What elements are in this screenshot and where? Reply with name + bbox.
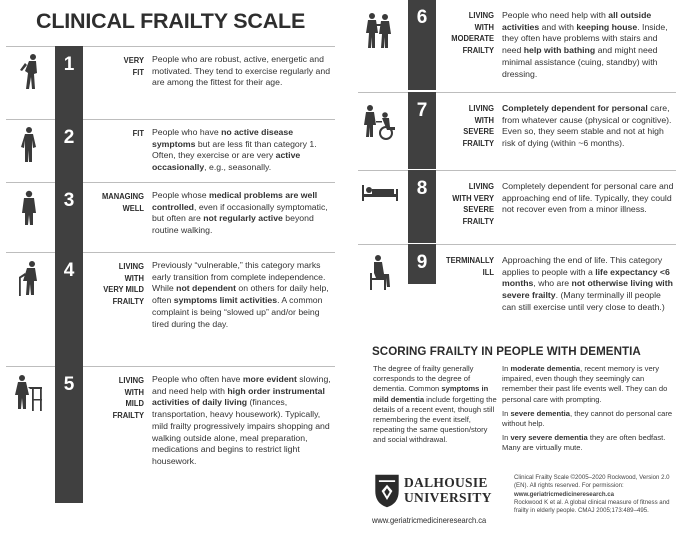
level-label	[91, 128, 144, 140]
level-row-5	[6, 366, 335, 504]
level-number-box	[408, 0, 436, 90]
page-title: CLINICAL FRAILTY SCALE	[36, 9, 306, 33]
level-label-line: LIVING	[468, 103, 494, 113]
desc-text: on others for daily help, often	[152, 283, 329, 306]
desc-text: (finances, transportation, heavy housework). Typically, mild frailty progressively impairs shopping and walking outside alone, meal preparation, medications and begins to restrict light housework.	[152, 397, 330, 466]
desc-text: they are often bedfast. Many are virtually mute.	[502, 433, 666, 453]
desc-text: . Inside, they often have problems with stairs and need	[502, 21, 668, 56]
level-row-6	[358, 0, 676, 90]
copyright-line	[514, 474, 680, 499]
level-label-line: FRAILTY	[462, 215, 494, 226]
level-description	[152, 374, 332, 468]
dementia-para-severe	[502, 409, 677, 429]
level-description	[152, 260, 332, 330]
level-number-box	[408, 92, 436, 169]
desc-text-bold: Completely dependent for personal	[502, 103, 648, 113]
level-number: 2	[63, 127, 75, 148]
level-label-line: MILD	[125, 398, 144, 408]
desc-text: People who often have	[152, 374, 243, 384]
level-label-line: LIVING	[468, 10, 494, 20]
desc-text: Rockwood K et al. A global clinical measure of fitness and frailty in elderly people. CMAJ 2005;173:489–495.	[514, 498, 670, 515]
desc-text-bold: life expectancy <6 months	[502, 266, 670, 289]
level-label	[91, 191, 144, 214]
level-description	[152, 54, 332, 89]
desc-text: include forgetting the details of a recent event, though still remembering the event itself, repeating the same question/story and social withdrawal.	[373, 394, 497, 445]
dementia-section-title: SCORING FRAILTY IN PEOPLE WITH DEMENTIA	[372, 345, 641, 358]
level-label	[445, 10, 494, 56]
dementia-para-very-severe	[502, 433, 677, 453]
level-number: 3	[63, 190, 75, 211]
desc-text: slowing, and need help with	[152, 374, 331, 396]
copyright-notice	[514, 474, 680, 515]
level-row-1	[6, 46, 335, 119]
level-label	[445, 181, 494, 227]
desc-text-bold: medical problems are well controlled	[152, 190, 318, 212]
level-label-line: FRAILTY	[112, 295, 144, 306]
desc-text: , even if occasionally symptomatic, but often are	[152, 201, 328, 224]
citation-line	[514, 499, 680, 516]
desc-text-bold: not dependent	[176, 283, 236, 294]
walker-figure-icon	[6, 373, 52, 413]
desc-text: In	[502, 408, 511, 418]
level-row-2	[6, 119, 335, 182]
desc-text: . A common complaint is being “slowed up” and/or being tired during the day.	[152, 295, 323, 329]
level-label-line: WITH	[474, 21, 494, 32]
desc-text: care, from whatever cause (physical or cognitive). Even so, they seem stable and not at high risk of dying (within ~6 months).	[502, 103, 672, 149]
desc-text-bold: help with bathing	[523, 45, 596, 56]
desc-text: People who need help with	[502, 10, 609, 20]
level-row-3	[6, 182, 335, 252]
desc-text: , recent memory is very impaired, even though they seemingly can remember their past life events well. They can do personal care with prompting.	[502, 364, 668, 404]
desc-text-bold: symptoms in mild dementia	[373, 384, 489, 404]
managing-well-figure-icon	[6, 189, 52, 229]
desc-text: People whose	[152, 190, 209, 200]
level-label-line: FRAILTY	[462, 44, 494, 55]
level-number-box	[55, 46, 83, 120]
logo-line-1: DALHOUSIE	[404, 475, 488, 490]
level-label	[91, 55, 144, 78]
level-label	[445, 103, 494, 149]
desc-text: People who are robust, active, energetic and motivated. They tend to exercise regularly and are among the fittest for their age.	[152, 54, 331, 88]
desc-text: Previously “vulnerable,” this category marks early transition from complete independence. While	[152, 260, 326, 294]
level-description	[502, 181, 676, 216]
desc-text-bold: moderate dementia	[510, 364, 581, 373]
very-fit-figure-icon	[6, 53, 52, 93]
desc-text-bold: severe dementia	[510, 408, 570, 418]
desc-text: but are less fit than category 1. Often, they exercise or are very	[152, 138, 317, 161]
desc-text: Completely dependent for personal care and approaching end of life. Typically, they could not recover even from a minor illness.	[502, 181, 674, 215]
desc-text-bold: no active disease symptoms	[152, 127, 294, 149]
level-label-line: VERY MILD	[103, 284, 144, 294]
level-row-4	[6, 252, 335, 366]
level-label-line: SEVERE	[463, 204, 494, 214]
level-label-line: TERMINALLY	[445, 255, 494, 265]
level-label-line: LIVING	[118, 375, 144, 385]
level-label-line: MANAGING	[101, 191, 144, 201]
desc-text-bold: active occasionally	[152, 150, 301, 173]
website-link[interactable]: www.geriatricmedicineresearch.ca	[372, 516, 487, 525]
desc-text-bold: not regularly active	[203, 213, 283, 224]
wheelchair-figure-icon	[358, 103, 404, 143]
level-label-line: MODERATE	[451, 33, 494, 43]
level-label	[445, 255, 494, 278]
level-label-line: FRAILTY	[112, 409, 144, 420]
level-label-line: SEVERE	[463, 126, 494, 136]
level-label-line: WITH VERY	[452, 192, 494, 203]
desc-text-bold: more evident	[242, 374, 297, 384]
desc-text: beyond routine walking.	[152, 213, 314, 236]
desc-text: , who are	[533, 278, 572, 289]
desc-text: In	[502, 433, 511, 443]
level-number: 6	[416, 7, 428, 28]
level-number: 8	[416, 178, 428, 199]
desc-text-bold: symptoms limit activities	[173, 295, 278, 306]
level-number: 1	[63, 54, 75, 75]
fit-figure-icon	[6, 126, 52, 166]
assisted-walking-figure-icon	[358, 12, 404, 52]
desc-text: People who have	[152, 127, 222, 137]
level-row-7	[358, 92, 676, 168]
level-label-line: FRAILTY	[462, 137, 494, 148]
desc-text-bold: not otherwise living with severe frailty	[502, 278, 673, 301]
level-number-box	[55, 119, 83, 183]
desc-text-bold: high order instrumental activities of daily living	[152, 385, 325, 408]
desc-text: and might need minimal assistance (cuing, standby) with dressing.	[502, 45, 658, 79]
logo-line-2: UNIVERSITY	[404, 490, 492, 505]
level-number-box	[55, 252, 83, 367]
level-description	[502, 103, 676, 150]
level-number-box	[408, 170, 436, 243]
level-label-line: FIT	[132, 128, 144, 138]
dementia-right-text	[502, 364, 677, 458]
desc-text: , they cannot do personal care without help.	[502, 408, 673, 429]
level-number: 5	[63, 374, 75, 395]
bed-figure-icon	[358, 179, 404, 219]
desc-text-bold: very severe dementia	[510, 433, 588, 443]
desc-text: The degree of frailty generally corresponds to the degree of dementia. Common	[373, 364, 474, 394]
permission-link[interactable]: www.geriatricmedicineresearch.ca	[514, 490, 615, 498]
level-number-box	[55, 182, 83, 253]
desc-text-bold: keeping house	[576, 21, 638, 32]
level-description	[152, 127, 332, 174]
level-row-8	[358, 170, 676, 242]
level-description	[502, 255, 676, 314]
level-label-line: ILL	[482, 266, 494, 277]
level-number: 7	[416, 100, 428, 121]
seated-figure-icon	[358, 253, 404, 293]
desc-text-bold: all outside activities	[502, 10, 652, 32]
level-number: 9	[416, 252, 428, 273]
level-label-line: WITH	[124, 386, 144, 397]
level-label-line: WELL	[122, 202, 144, 213]
dalhousie-crest-icon	[373, 473, 401, 509]
level-number-box	[55, 366, 83, 503]
desc-text: Approaching the end of life. This category applies to people with a	[502, 255, 663, 277]
level-label-line: VERY	[123, 55, 144, 65]
level-description	[502, 10, 676, 80]
desc-text: . (Many terminally ill people can still exercise until very close to death.)	[502, 290, 665, 312]
level-label	[91, 261, 144, 307]
desc-text: Clinical Frailty Scale ©2005–2020 Rockwood, Version 2.0 (EN). All rights reserved. For permission:	[514, 474, 670, 490]
level-label-line: LIVING	[118, 261, 144, 271]
level-label-line: LIVING	[468, 181, 494, 191]
level-label-line: FIT	[132, 66, 144, 77]
dementia-para-moderate	[502, 364, 677, 405]
level-number-box	[408, 244, 436, 284]
level-description	[152, 190, 332, 237]
level-label	[91, 375, 144, 421]
level-label-line: WITH	[124, 272, 144, 283]
desc-text: , e.g., seasonally.	[204, 162, 272, 173]
desc-text: and with	[539, 21, 577, 32]
level-row-9	[358, 244, 676, 329]
level-number: 4	[63, 260, 75, 281]
level-label-line: WITH	[474, 114, 494, 125]
dementia-left-text	[373, 364, 501, 446]
cane-walker-figure-icon	[6, 259, 52, 299]
desc-text: In	[502, 364, 511, 373]
